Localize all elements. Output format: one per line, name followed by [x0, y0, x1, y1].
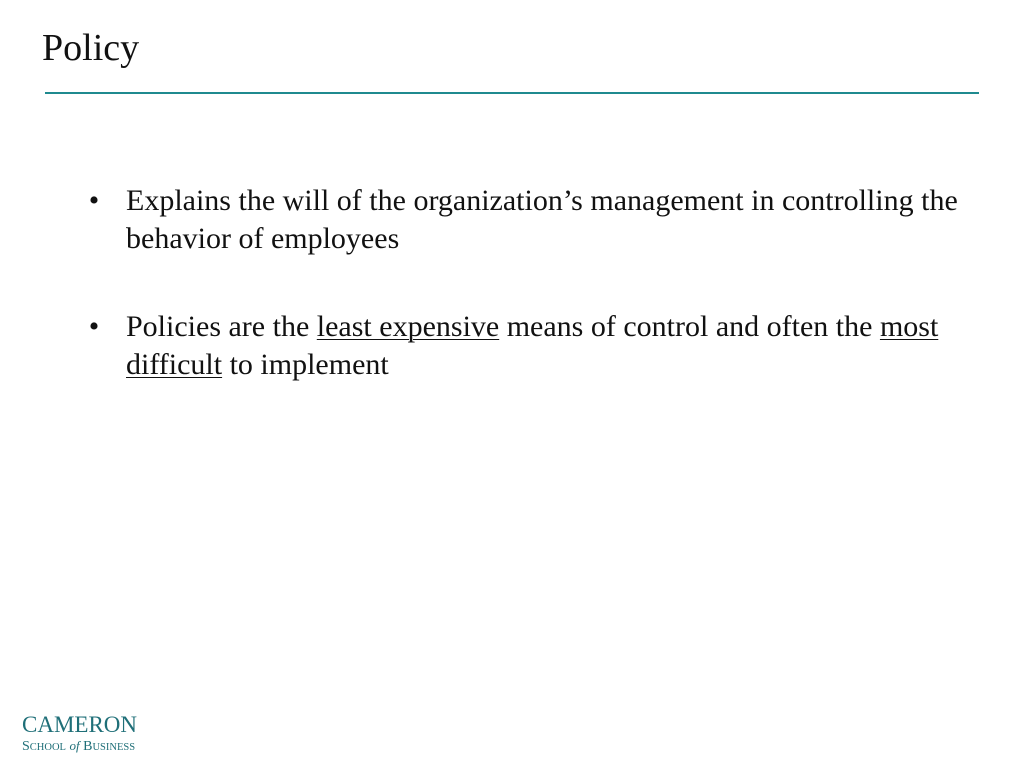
bullet-icon: • [88, 184, 100, 217]
underlined-phrase-most-difficult: most difficult [126, 310, 939, 381]
logo-name: CAMERON [22, 712, 138, 737]
bullet-icon: • [88, 310, 100, 343]
title-divider [45, 92, 979, 94]
bullet-text: Explains the will of the organization’s management in controlling the behavior of employees [126, 184, 958, 255]
bullet-text-segment: means of control and often the [499, 310, 880, 343]
bullet-item [84, 182, 964, 258]
bullet-list [84, 182, 964, 434]
slide-title: Policy [42, 27, 140, 69]
bullet-text-segment: Policies are the [126, 310, 317, 343]
logo-subtitle: SCHOOL of BUSINESS [22, 738, 136, 754]
cameron-logo [22, 713, 137, 756]
bullet-text-segment: to implement [222, 348, 389, 381]
underlined-phrase-least-expensive: least expensive [316, 310, 500, 343]
bullet-item [84, 308, 964, 384]
